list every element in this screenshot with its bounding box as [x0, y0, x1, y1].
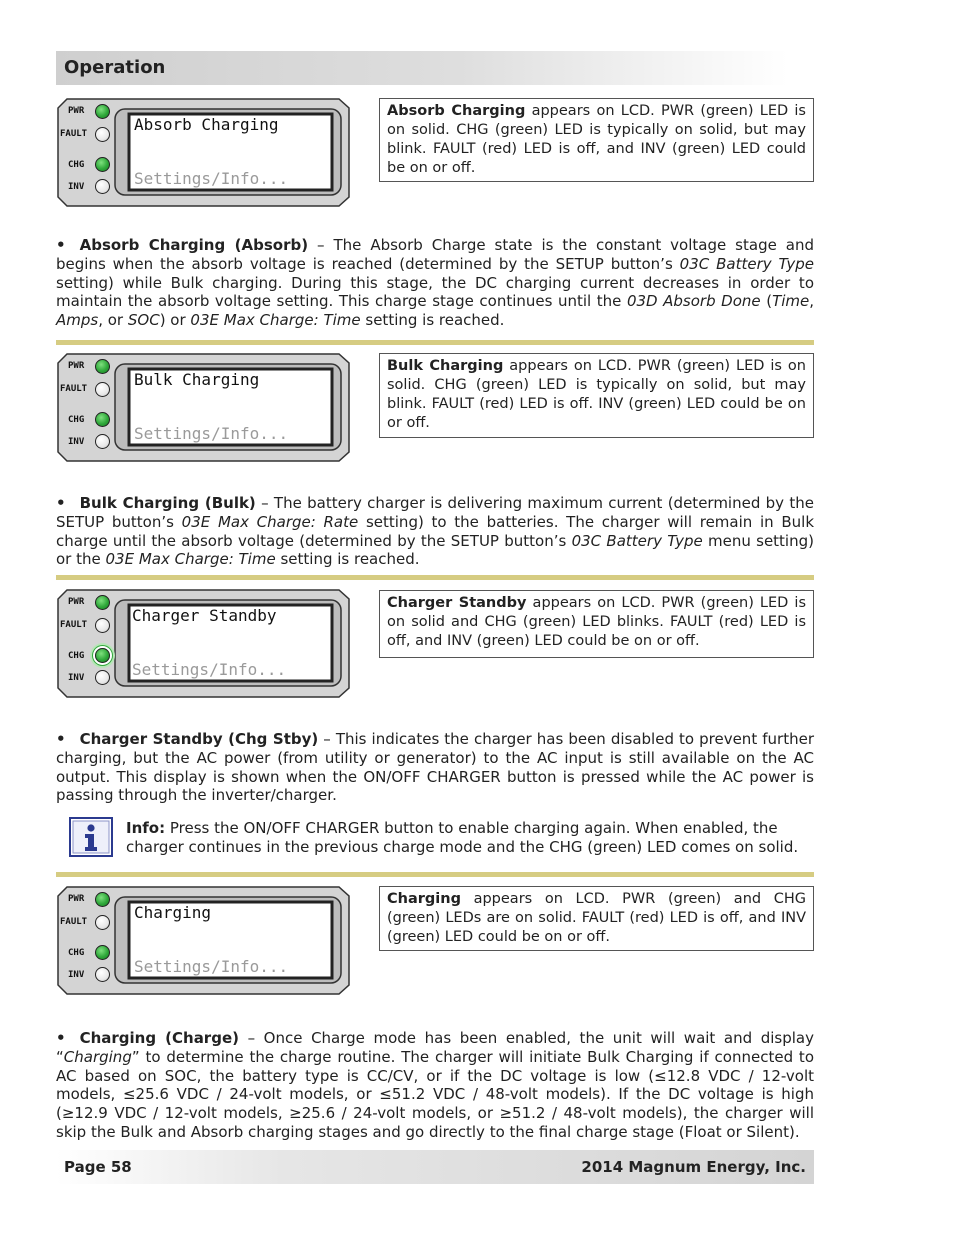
paragraph-title: Bulk Charging (Bulk)	[79, 494, 256, 512]
bullet: •	[56, 730, 66, 748]
inv-led	[95, 434, 110, 449]
paragraph-standby	[56, 730, 814, 805]
paragraph-bulk	[56, 494, 814, 569]
description-title: Absorb Charging	[387, 103, 526, 119]
pwr-led-label: PWR	[68, 106, 85, 116]
fault-led	[95, 382, 110, 397]
lcd-line-1: Charger Standby	[132, 606, 277, 625]
fault-led	[95, 127, 110, 142]
paragraph-text: ,	[809, 292, 815, 311]
inv-led	[95, 967, 110, 982]
lcd-line-2: Settings/Info...	[134, 169, 289, 188]
description-text: appears on LCD. PWR (green) LED is on solid and CHG (green) LED blinks. FAULT (red) LED is off, and INV (green) LED could be on or off.	[387, 595, 806, 649]
page-footer	[56, 1150, 814, 1184]
pwr-led	[95, 892, 110, 907]
description-text: appears on LCD. PWR (green) LED is on solid. CHG (green) LED is typically on solid, but may blink. FAULT (red) LED is off. INV (green) LED could be on or off.	[387, 358, 806, 431]
fault-led	[95, 915, 110, 930]
bullet: •	[56, 494, 66, 512]
fault-led-label: FAULT	[60, 917, 88, 927]
section-divider	[56, 872, 814, 877]
paragraph-italic: Charging	[63, 1047, 132, 1066]
paragraph-italic: Amps	[56, 311, 99, 330]
lcd-line-1: Charging	[134, 903, 212, 922]
paragraph-text: (	[760, 292, 773, 311]
inv-led-label: INV	[68, 182, 85, 192]
chg-led	[95, 412, 110, 427]
info-label: Info:	[126, 819, 166, 837]
inv-led-label: INV	[68, 970, 85, 980]
bullet: •	[56, 1029, 66, 1047]
chg-led	[95, 157, 110, 172]
section-divider	[56, 575, 814, 580]
paragraph-text: menu setting) or the	[56, 531, 814, 569]
chg-led-blinking	[95, 648, 110, 663]
lcd-line-2: Settings/Info...	[134, 424, 289, 443]
fault-led-label: FAULT	[60, 384, 88, 394]
paragraph-charging	[56, 1029, 814, 1142]
pwr-led-label: PWR	[68, 361, 85, 371]
paragraph-text: setting) to the batteries. The charger will remain in Bulk charge until the absorb voltage (determined by the SETUP button’s	[56, 512, 815, 550]
section-title: Operation	[64, 57, 166, 78]
paragraph-italic: SOC	[127, 311, 160, 330]
pwr-led	[95, 595, 110, 610]
inv-led	[95, 179, 110, 194]
remote-panel-charging	[57, 886, 350, 995]
info-note	[126, 819, 814, 857]
paragraph-absorb	[56, 236, 814, 330]
page-number: Page 58	[64, 1158, 132, 1176]
description-text: appears on LCD. PWR (green) LED is on solid. CHG (green) LED is typically on solid, but may blink. FAULT (red) LED is off, and INV (green) LED could be on or off.	[387, 103, 806, 176]
paragraph-title: Charging (Charge)	[79, 1029, 239, 1047]
description-title: Charger Standby	[387, 595, 527, 611]
inv-led	[95, 670, 110, 685]
description-box-charging	[379, 886, 814, 951]
remote-panel-absorb	[57, 98, 350, 207]
lcd-line-2: Settings/Info...	[132, 660, 287, 679]
bullet: •	[56, 236, 66, 254]
paragraph-italic: 03C Battery Type	[571, 531, 703, 550]
fault-led-label: FAULT	[60, 129, 88, 139]
lcd-line-1: Absorb Charging	[134, 115, 279, 134]
paragraph-text: – This indicates the charger has been disabled to prevent further charging, but the AC power (from utility or generator) to the AC input is still available on the AC output. This display is shown when the ON/OFF CHARGER button is pressed while the AC power is passing through the inverter/charger.	[56, 730, 814, 805]
remote-panel-bulk	[57, 353, 350, 462]
chg-led-label: CHG	[68, 160, 85, 170]
paragraph-italic: 03E Max Charge: Time	[190, 311, 361, 330]
paragraph-text: , or	[98, 311, 128, 330]
pwr-led-label: PWR	[68, 894, 85, 904]
description-title: Bulk Charging	[387, 358, 504, 374]
inv-led-label: INV	[68, 437, 85, 447]
paragraph-text: setting is reached.	[275, 550, 420, 569]
info-icon	[69, 817, 113, 857]
section-header-bar	[56, 51, 788, 85]
chg-led-label: CHG	[68, 651, 85, 661]
paragraph-text: setting is reached.	[360, 311, 505, 330]
pwr-led-label: PWR	[68, 597, 85, 607]
paragraph-text: setting) while Bulk charging. During this stage, the DC charging current decreases in order to maintain the absorb voltage setting. This charge stage continues until the	[56, 273, 814, 311]
info-text: Press the ON/OFF CHARGER button to enable charging again. When enabled, the charger continues in the previous charge mode and the CHG (green) LED comes on solid.	[126, 819, 799, 856]
paragraph-title: Absorb Charging (Absorb)	[79, 236, 309, 254]
remote-panel-standby	[57, 589, 350, 698]
paragraph-italic: 03E Max Charge: Rate	[181, 512, 359, 531]
company-name: 2014 Magnum Energy, Inc.	[581, 1158, 806, 1176]
description-box-standby	[379, 590, 814, 658]
pwr-led	[95, 104, 110, 119]
fault-led-label: FAULT	[60, 620, 88, 630]
paragraph-text: ) or	[159, 311, 191, 330]
paragraph-text: – The Absorb Charge state is the constant voltage stage and begins when the absorb voltage is reached (determined by the SETUP button’s	[56, 236, 814, 273]
lcd-line-2: Settings/Info...	[134, 957, 289, 976]
section-divider	[56, 340, 814, 345]
inv-led-label: INV	[68, 673, 85, 683]
chg-led-label: CHG	[68, 948, 85, 958]
chg-led	[95, 945, 110, 960]
paragraph-italic: 03C Battery Type	[679, 254, 814, 273]
chg-led-label: CHG	[68, 415, 85, 425]
paragraph-text: – The battery charger is delivering maximum current (determined by the SETUP button’s	[56, 494, 814, 531]
description-box-absorb	[379, 98, 814, 182]
paragraph-italic: Time	[772, 292, 810, 311]
paragraph-italic: 03E Max Charge: Time	[105, 550, 276, 569]
description-text: appears on LCD. PWR (green) and CHG (green) LEDs are on solid. FAULT (red) LED is off, and INV (green) LED could be on or off.	[387, 891, 806, 945]
paragraph-text: ” to determine the charge routine. The charger will initiate Bulk Charging if connected to AC based on SOC, the battery type is CC/CV, or if the DC voltage is low (≤12.8 VDC / 12-volt models, ≤25.6 VDC / 24-volt models, or ≤51.2 VDC / 48-volt models). If the DC voltage is high (≥12.9 VDC / 12-volt models, ≥25.6 / 24-volt models, or ≥51.2 / 48-volt models), the charger will skip the Bulk and Absorb charging stages and go directly to the final charge stage (Float or Silent).	[56, 1047, 814, 1141]
paragraph-italic: 03D Absorb Done	[626, 292, 761, 311]
description-box-bulk	[379, 353, 814, 438]
pwr-led	[95, 359, 110, 374]
fault-led	[95, 618, 110, 633]
description-title: Charging	[387, 891, 461, 907]
lcd-line-1: Bulk Charging	[134, 370, 260, 389]
paragraph-text: – Once Charge mode has been enabled, the unit will wait and display “	[56, 1029, 814, 1066]
paragraph-title: Charger Standby (Chg Stby)	[79, 730, 319, 748]
